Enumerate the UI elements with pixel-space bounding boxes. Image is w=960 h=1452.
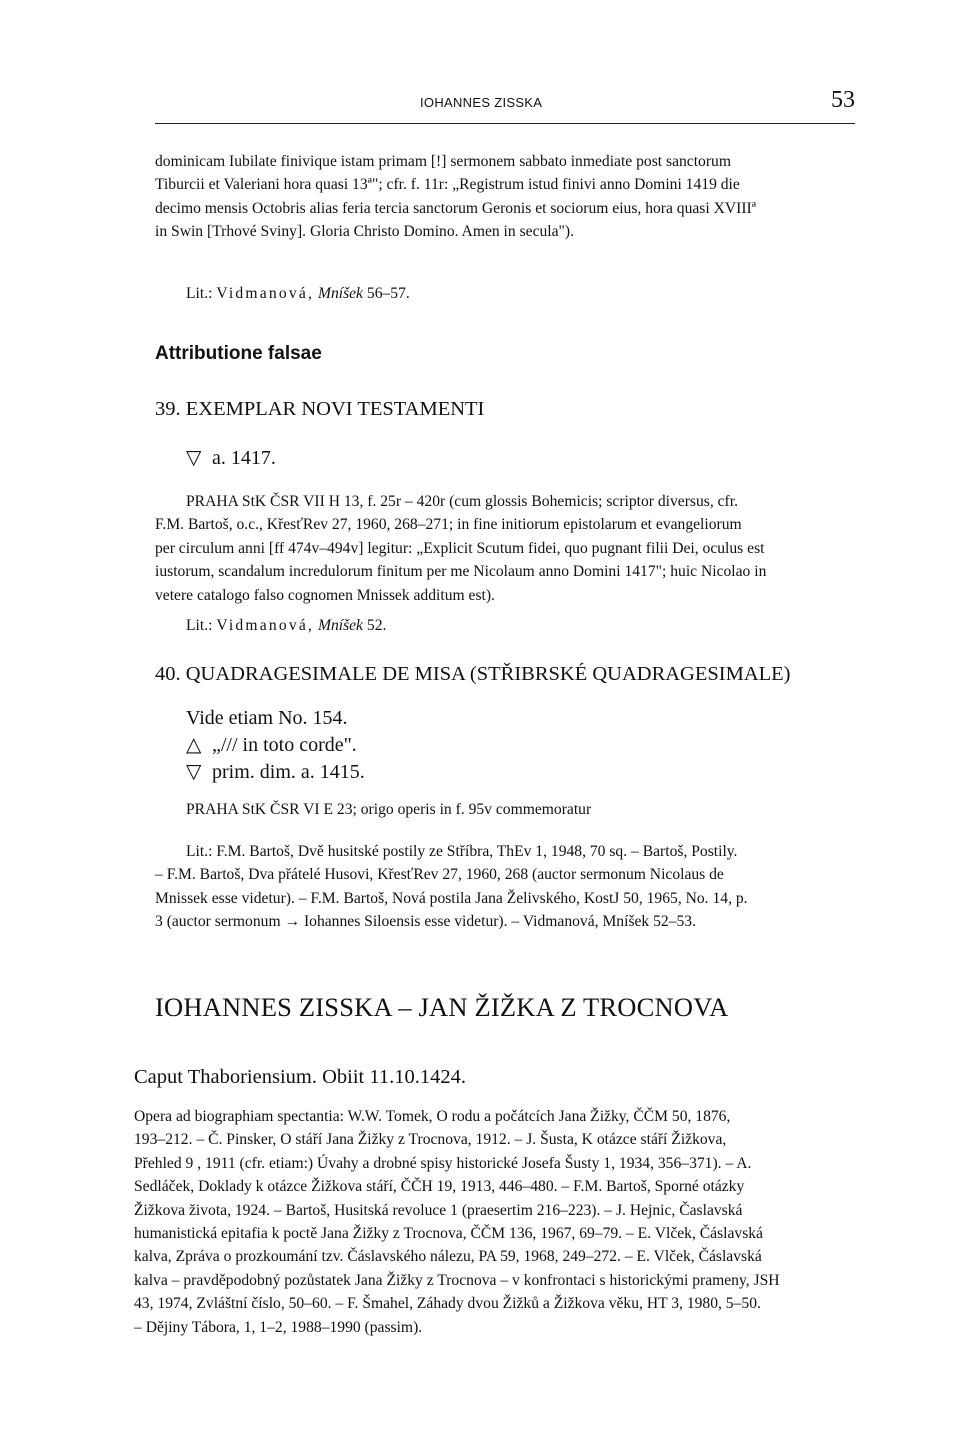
entry-39-date <box>186 445 276 472</box>
incipit-line <box>186 732 365 759</box>
text-line: 43, 1974, Zvláštní číslo, 50–60. – F. Šmahel, Záhady dvou Žižků a Žižkova věku, HT 3, 1980, 5–50. <box>134 1295 761 1313</box>
entry-40-literature <box>155 840 857 934</box>
lit-prefix: Lit.: <box>186 617 213 634</box>
text-line: humanistická epitafia k poctě Jana Žižky z Trocnova, ČČM 136, 1967, 69–79. – E. Vlček, Čáslavská <box>134 1225 763 1243</box>
text-line: Přehled 9 , 1911 (cfr. etiam:) Úvahy a drobné spisy historické Josefa Šusty 1, 1934, 356–371). – A. <box>134 1154 752 1172</box>
text-line: Mnissek esse videtur). – F.M. Bartoš, Nová postila Jana Želivského, KostJ 50, 1965, No. 14, p. <box>155 889 748 907</box>
lit-work: Mníšek <box>317 617 363 634</box>
entry-39-heading: 39. EXEMPLAR NOVI TESTAMENTI <box>155 398 485 420</box>
lit-pages: 56–57. <box>366 285 410 302</box>
date-line <box>186 759 365 786</box>
triangle-down-icon: ▽ <box>186 447 202 469</box>
entry-39-literature <box>186 614 386 637</box>
running-head-title: IOHANNES ZISSKA <box>420 95 543 110</box>
incipit-text: „/// in toto corde". <box>212 734 357 756</box>
text-line: 3 (auctor sermonum → Iohannes Siloensis esse videtur). – Vidmanová, Mníšek 52–53. <box>155 913 697 931</box>
text-line: F.M. Bartoš, o.c., KřesťRev 27, 1960, 268–271; in fine initiorum epistolarum et evangeliorum <box>155 516 742 534</box>
lit-work: Mníšek <box>317 285 363 302</box>
text-line: PRAHA StK ČSR VII H 13, f. 25r – 420r (cum glossis Bohemicis; scriptor diversus, cfr. <box>186 493 738 510</box>
lit-author: Vidmanová, <box>216 617 315 634</box>
text-line: vetere catalogo falso cognomen Mnissek additum est). <box>155 586 495 604</box>
lit-prefix: Lit.: <box>186 285 213 302</box>
text-line: in Swin [Trhové Sviny]. Gloria Christo Domino. Amen in secula"). <box>155 223 575 241</box>
text-line: kalva, Zpráva o prozkoumání tzv. Čáslavského nálezu, PA 59, 1968, 249–272. – E. Vlček, Čáslavská <box>134 1248 762 1266</box>
text-line: 193–212. – Č. Pinsker, O stáří Jana Žižky z Trocnova, 1912. – J. Šusta, K otázce stáří Žižkova, <box>134 1131 727 1149</box>
continuation-paragraph <box>155 150 857 244</box>
text-line: kalva – pravděpodobný pozůstatek Jana Žižky z Trocnova – v konfrontaci s historickými prameny, JSH <box>134 1271 780 1289</box>
lit-author: Vidmanová, <box>216 285 315 302</box>
text-line: Opera ad biographiam spectantia: W.W. Tomek, O rodu a počátcích Jana Žižky, ČČM 50, 1876, <box>134 1108 731 1125</box>
triangle-up-icon: △ <box>186 734 202 756</box>
date-text: a. 1417. <box>212 447 276 469</box>
literature-reference <box>186 282 410 305</box>
text-line: Lit.: F.M. Bartoš, Dvě husitské postily ze Stříbra, ThEv 1, 1948, 70 sq. – Bartoš, Postily. <box>186 843 738 860</box>
entry-40-heading: 40. QUADRAGESIMALE DE MISA (STŘIBRSKÉ QUADRAGESIMALE) <box>155 663 791 685</box>
entry-40-manuscript: PRAHA StK ČSR VI E 23; origo operis in f. 95v commemoratur <box>186 801 592 818</box>
text-line: iustorum, scandalum incredulorum finitum per me Nicolaum anno Domini 1417"; huic Nicolao in <box>155 563 767 581</box>
text-line: – F.M. Bartoš, Dva přátelé Husovi, KřesťRev 27, 1960, 268 (auctor sermonum Nicolaus de <box>155 866 724 884</box>
page-number: 53 <box>831 87 855 113</box>
lit-pages: 52. <box>366 617 387 634</box>
author-subtitle: Caput Thaboriensium. Obiit 11.10.1424. <box>134 1066 466 1088</box>
date-text: prim. dim. a. 1415. <box>212 761 365 783</box>
text-line: – Dějiny Tábora, 1, 1–2, 1988–1990 (passim). <box>134 1318 423 1336</box>
bibliography <box>134 1105 856 1339</box>
text-line: dominicam Iubilate finivique istam primam [!] sermonem sabbato inmediate post sanctorum <box>155 153 731 170</box>
entry-40-details <box>186 705 365 786</box>
text-line: per circulum anni [ff 474v–494v] legitur: „Explicit Scutum fidei, quo pugnant filii Dei, oculus est <box>155 539 765 557</box>
running-head <box>155 87 855 124</box>
triangle-down-icon: ▽ <box>186 761 202 783</box>
text-line: decimo mensis Octobris alias feria tercia sanctorum Geronis et sociorum eius, hora quasi XVIIIª <box>155 199 757 217</box>
entry-39-body <box>155 490 825 607</box>
section-heading: Attributione falsae <box>155 343 322 364</box>
text-line: Sedláček, Doklady k otázce Žižkova stáří, ČČH 19, 1913, 446–480. – F.M. Bartoš, Sporné otázky <box>134 1178 745 1196</box>
text-line: Žižkova života, 1924. – Bartoš, Husitská revoluce 1 (praesertim 216–223). – J. Hejnic, Časlavská <box>134 1201 743 1219</box>
author-heading: IOHANNES ZISSKA – JAN ŽIŽKA Z TROCNOVA <box>155 992 729 1022</box>
text-line: Tiburcii et Valeriani hora quasi 13ª"; cfr. f. 11r: „Registrum istud finivi anno Domini 1419 die <box>155 176 740 194</box>
vide-reference: Vide etiam No. 154. <box>186 707 348 729</box>
